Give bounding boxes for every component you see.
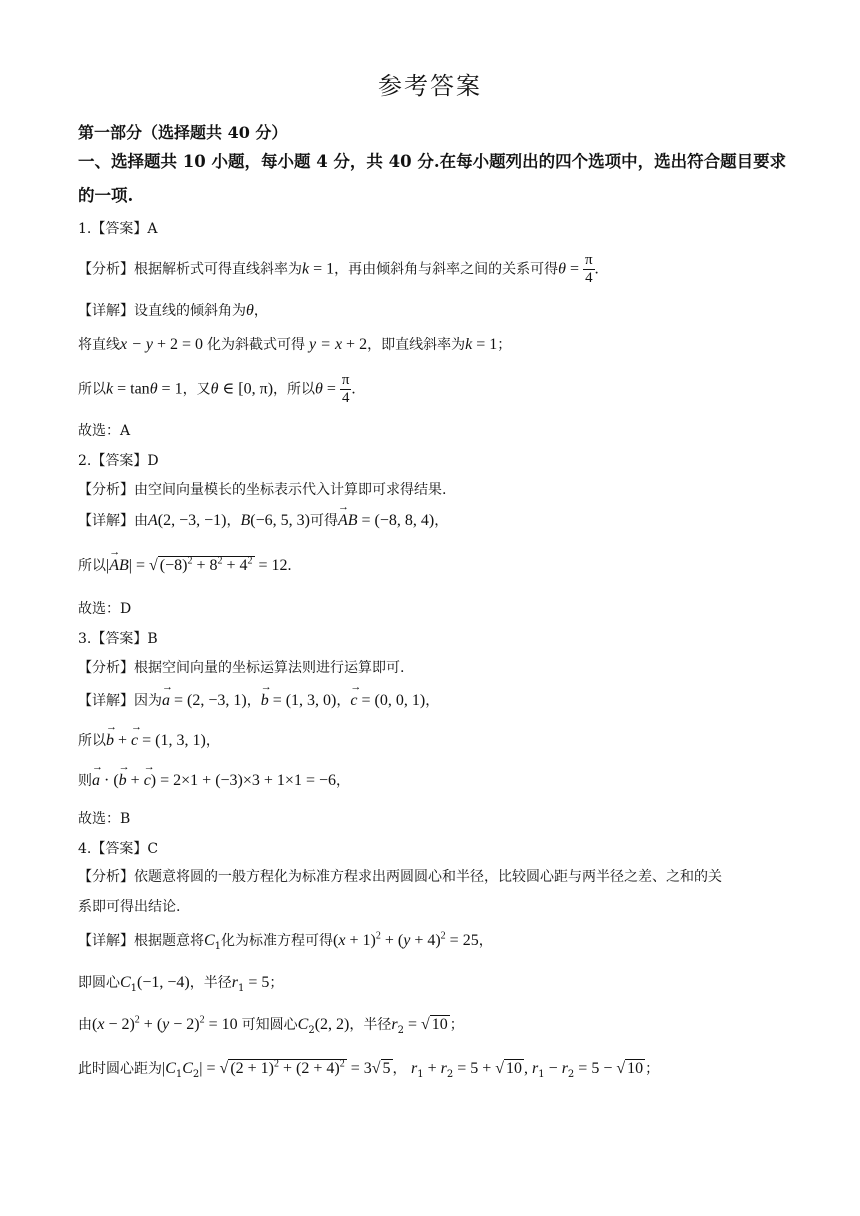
q3-choice: 故选：B	[78, 811, 131, 827]
q1-analysis: 【分析】根据解析式可得直线斜率为k = 1，再由倾斜角与斜率之间的关系可得θ = $\frac{\pi}{4}$ .	[78, 252, 599, 286]
q3-detail-3: 则→ a · (→ b + → c) = 2×1 + (−3)×3 + 1×1 = −6，	[78, 770, 350, 790]
q4-detail-1: 【详解】根据题意将$C_1$化为标准方程可得$(x + 1)^2 + (y + 4)^2 = 25$，	[78, 930, 493, 952]
q4-detail-3: 由$(x - 2)^2 + (y - 2)^2 = 10$ 可知圆心$C_2(2$, 2)，半径$r_2$ = √ 10 ；	[78, 1014, 464, 1036]
q1-detail-2: 将直线x − y + 2 = 0 化为斜截式可得 y = x + 2，即直线斜率为k = 1；	[78, 336, 512, 353]
q3-detail-1: 【详解】因为→ a = (2, −3, 1)，→ b = (1, 3, 0)，→ c = (0, 0, 1)，	[78, 690, 439, 710]
q3-detail-2: 所以→ b + → c = (1, 3, 1)，	[78, 730, 220, 750]
q4-analysis-2: 系即可得出结论.	[78, 899, 181, 915]
q1-choice: 故选：A	[78, 423, 131, 439]
q1-detail-1: 【详解】设直线的倾斜角为θ，	[78, 302, 268, 319]
q4-detail-2: 即圆心$C_1(-1$, −4)，半径$r_1 = 5$；	[78, 974, 284, 994]
section-heading: 一、选择题共 10 小题，每小题 4 分，共 40 分.在每小题列出的四个选项中，选出符合题目要求的一项.	[78, 152, 787, 205]
q4-answer: 4.【答案】C	[78, 841, 159, 857]
q2-detail-1: 【详解】由A(2, −3, −1)，B(−6, 5, 3)可得→ AB = (−8, 8, 4)，	[78, 510, 448, 530]
q4-analysis-1: 【分析】依题意将圆的一般方程化为标准方程求出两圆圆心和半径，比较圆心距与两半径之差、之和的关	[78, 869, 722, 885]
q2-analysis: 【分析】由空间向量模长的坐标表示代入计算即可求得结果.	[78, 482, 447, 498]
q2-answer: 2.【答案】D	[78, 453, 159, 469]
q1-detail-3: 所以k = tanθ = 1，又θ ∈ [0, π)，所以θ = $\frac{\pi}{4}$ .	[78, 372, 356, 406]
q4-detail-4: 此时圆心距为$|C_1C_2|$ = √ $(2 + 1)^2 + (2 + 4)^2 = 3√$ 5 ， $r_1 + r_2 = 5$ + √ 10 , $r_1 - r_2 = 5$ − √ 10 ；	[78, 1058, 660, 1080]
q3-answer: 3.【答案】B	[78, 631, 158, 647]
part-heading: 第一部分（选择题共 40 分）	[78, 123, 288, 142]
q3-analysis: 【分析】根据空间向量的坐标运算法则进行运算即可.	[78, 660, 405, 676]
q1-answer: 1.【答案】A	[78, 221, 158, 237]
q2-choice: 故选：D	[78, 601, 132, 617]
q2-detail-2: 所以|→ AB| = √ $(-8)^2 + 8^2 + 4^2 = 12$.	[78, 555, 292, 575]
page-title: 参考答案	[378, 72, 482, 100]
